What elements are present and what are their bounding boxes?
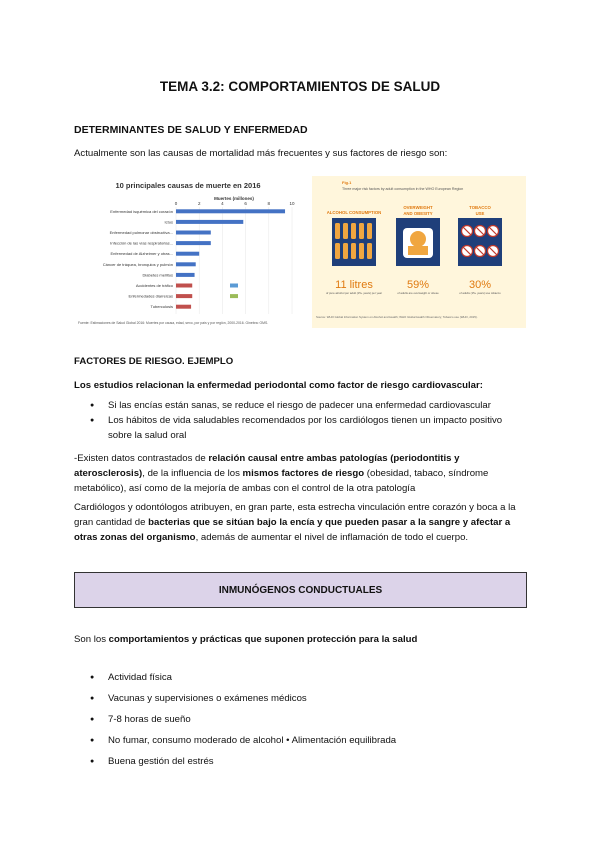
overweight-heading-line: OVERWEIGHT — [403, 205, 433, 210]
chart-title: 10 principales causas de muerte en 2016 — [115, 181, 261, 190]
inmunogenos-intro — [74, 632, 417, 647]
bottle-icon — [351, 223, 356, 239]
list-item: ● 7-8 horas de sueño — [74, 712, 524, 727]
bold-span: bacterias que se sitúan bajo la encía y que pueden pasar a la sangre y afectar a otras zonas del organismo — [74, 517, 511, 543]
bar — [176, 252, 199, 256]
text-span: Son los — [74, 634, 109, 645]
category-label: Accidentes de tráfico — [135, 283, 173, 288]
x-tick-label: 0 — [174, 201, 178, 206]
infographic-svg — [312, 176, 526, 328]
text-span: -Existen datos contrastados de — [74, 453, 209, 464]
category-label: Enfermedad pulmonar obstructiva... — [109, 230, 173, 235]
tobacco-desc: of adults (15+ years) use tobacco — [459, 291, 501, 295]
bar — [176, 273, 195, 277]
bar-secondary-marker — [230, 284, 238, 288]
inmunogenos-heading-box — [74, 572, 527, 608]
bottle-icon — [367, 243, 372, 259]
scale-plate-icon — [408, 246, 428, 255]
alcohol-desc: of pure alcohol per adult (15+ years) per year — [325, 291, 383, 295]
alcohol-value: 11 litres — [335, 279, 373, 291]
x-tick-label: 4 — [221, 201, 224, 206]
bar — [176, 262, 196, 266]
category-label: Infección de las vías respiratorias... — [110, 240, 173, 246]
x-tick-label: 10 — [289, 201, 295, 206]
list-item: ● Los hábitos de vida saludables recomendados por los cardiólogos tienen un impacto positivo sobre la salud oral — [74, 413, 524, 443]
box-title: INMUNÓGENOS CONDUCTUALES — [218, 584, 383, 596]
studies-statement: Los estudios relacionan la enfermedad periodontal como factor de riesgo cardiovascular: — [74, 380, 483, 391]
overweight-heading-line-2: AND OBESITY — [403, 211, 433, 216]
bar — [176, 209, 285, 213]
risk-bullet-list — [74, 398, 524, 443]
bold-span: comportamientos y prácticas que suponen protección para la salud — [108, 634, 418, 645]
category-label: Diabetes mellitus — [142, 272, 173, 278]
bar — [176, 305, 191, 309]
list-item: ● Actividad física — [74, 670, 524, 685]
intro-paragraph: Actualmente son las causas de mortalidad más frecuentes y sus factores de riesgo son: — [74, 148, 448, 159]
x-tick-label: 6 — [244, 201, 247, 206]
text-span: , de la influencia de los — [142, 468, 243, 479]
chart-x-axis-label: Muertes (millones) — [214, 196, 254, 201]
bottle-icon — [335, 223, 340, 239]
list-item: ● Si las encías están sanas, se reduce el riesgo de padecer una enfermedad cardiovascular — [74, 398, 524, 413]
protective-behaviours-list — [74, 670, 524, 775]
text-span: Cardiólogos y odontólogos atribuyen, en gran parte, esta estrecha vinculación entre corazón y boca a la gran cantidad de — [74, 502, 516, 528]
causes-of-death-chart — [72, 176, 304, 328]
text-span: , además de aumentar el nivel de inflamación de todo el cuerpo. — [195, 532, 469, 543]
bar — [176, 241, 211, 245]
list-item: ● Buena gestión del estrés — [74, 754, 524, 769]
bottle-icon — [343, 223, 348, 239]
bottle-icon — [359, 243, 364, 259]
bar-secondary-marker — [230, 294, 238, 298]
tobacco-heading-line: TOBACCO — [469, 205, 491, 210]
x-tick-label: 8 — [267, 201, 271, 206]
bottle-icon — [359, 223, 364, 239]
text-span: (obesidad, tabaco, síndrome metabólico), así como de la mejoría de ambas con el control de la otra patología — [74, 468, 489, 494]
bold-span: mismos factores de riesgo — [242, 468, 365, 479]
category-label: Enfermedad isquémica del corazón — [110, 208, 173, 214]
bar — [176, 284, 192, 288]
cardiologists-paragraph — [74, 500, 528, 545]
category-label: Enfermedad de Alzheimer y otras... — [110, 251, 173, 257]
alcohol-heading: ALCOHOL CONSUMPTION — [326, 210, 382, 215]
evidence-paragraph — [74, 451, 526, 496]
bottle-icon — [367, 223, 372, 239]
x-tick-label: 2 — [197, 201, 201, 206]
bold-span: relación causal entre ambas patologías (periodontitis y aterosclerosis) — [74, 453, 460, 479]
figure-label: Fig.1 — [342, 180, 352, 185]
risk-factors-infographic — [312, 176, 526, 328]
chart-source-note: Fuente: Estimaciones de Salud Global 2016: Muertes por causa, edad, sexo, por país y por región, 2000-2016. Ginebra: OMS. — [78, 321, 269, 325]
category-label: Enfermedades diarreicas — [128, 293, 173, 299]
list-item: ● No fumar, consumo moderado de alcohol • Alimentación equilibrada — [74, 733, 524, 748]
tobacco-heading-line-2: USE — [475, 211, 485, 216]
infographic-source: Source: WHO Global Information System on Alcohol and Health; WHO Global Health Observatory; Tobacco use (WHO, 2015). — [316, 315, 478, 319]
bottle-icon — [343, 243, 348, 259]
tobacco-value: 30% — [468, 279, 492, 291]
overweight-value: 59% — [406, 279, 430, 291]
bar — [176, 231, 211, 235]
list-item: ● Vacunas y supervisiones o exámenes médicos — [74, 691, 524, 706]
bottle-icon — [351, 243, 356, 259]
figure-caption: Three major risk factors by adult consumption in the WHO European Region — [342, 187, 464, 191]
page-title: TEMA 3.2: COMPORTAMIENTOS DE SALUD — [159, 79, 441, 94]
scale-dial-icon — [410, 231, 426, 247]
category-label: Tuberculosis — [150, 304, 173, 310]
overweight-desc: of adults are overweight or obese — [397, 291, 439, 295]
bottle-icon — [335, 243, 340, 259]
section-heading-determinantes: DETERMINANTES DE SALUD Y ENFERMEDAD — [74, 124, 308, 136]
category-label: Ictus — [164, 219, 173, 225]
bar — [176, 294, 192, 298]
chart-svg — [72, 176, 304, 328]
section-heading-factores: FACTORES DE RIESGO. EJEMPLO — [74, 356, 234, 367]
category-label: Cáncer de tráquea, bronquios y pulmón — [102, 261, 173, 267]
bar — [176, 220, 243, 224]
